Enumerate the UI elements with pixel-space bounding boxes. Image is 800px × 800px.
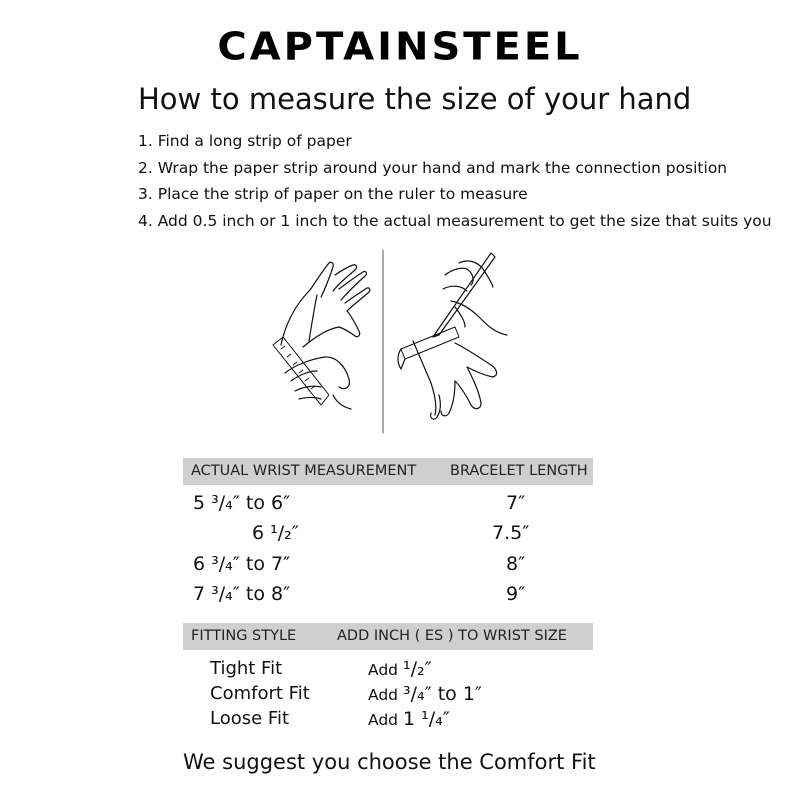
length-cell: 7″ [506, 492, 526, 514]
hand-pen-icon [398, 253, 507, 419]
fit-add-prefix: Add [368, 711, 399, 729]
fit-style-cell: Tight Fit [210, 658, 283, 679]
brand-logo: CAPTAINSTEEL [217, 25, 583, 69]
wrist-cell: 7 ³/₄″ to 8″ [193, 583, 291, 605]
fit-add-prefix: Add [368, 686, 399, 704]
column-header-wrist: ACTUAL WRIST MEASUREMENT [191, 463, 417, 479]
size-table-header [183, 458, 593, 485]
fit-table-header [183, 623, 593, 650]
length-cell: 7.5″ [492, 522, 530, 544]
fit-add-value: ³/₄″ to 1″ [402, 683, 483, 705]
instruction-step: 1. Find a long strip of paper [138, 132, 352, 150]
fit-style-cell: Loose Fit [210, 708, 290, 729]
wrist-cell: 6 ¹/₂″ [252, 522, 299, 544]
wrist-cell: 6 ³/₄″ to 7″ [193, 553, 291, 575]
fit-add-cell [368, 658, 432, 680]
instruction-step: 2. Wrap the paper strip around your hand and mark the connection position [138, 158, 728, 177]
page-title: How to measure the size of your hand [138, 82, 692, 116]
fit-add-prefix: Add [368, 661, 399, 679]
column-header-fitting-style: FITTING STYLE [191, 628, 297, 644]
fit-add-cell [368, 708, 450, 730]
hand-ruler-icon [273, 262, 370, 409]
suggestion-text: We suggest you choose the Comfort Fit [183, 750, 596, 774]
measuring-illustration [255, 245, 520, 435]
length-cell: 9″ [506, 583, 526, 605]
fit-add-value: ¹/₂″ [402, 658, 432, 680]
wrist-cell: 5 ³/₄″ to 6″ [193, 492, 291, 514]
fit-add-value: 1 ¹/₄″ [402, 708, 450, 730]
instruction-step: 3. Place the strip of paper on the ruler to measure [138, 185, 528, 203]
column-header-add-inches: ADD INCH ( ES ) TO WRIST SIZE [337, 628, 567, 644]
fit-style-cell: Comfort Fit [210, 683, 310, 704]
column-header-length: BRACELET LENGTH [450, 463, 588, 479]
instruction-step: 4. Add 0.5 inch or 1 inch to the actual measurement to get the size that suits you [138, 211, 772, 230]
fit-add-cell [368, 683, 482, 705]
instructions-list [138, 128, 772, 234]
length-cell: 8″ [506, 553, 526, 575]
